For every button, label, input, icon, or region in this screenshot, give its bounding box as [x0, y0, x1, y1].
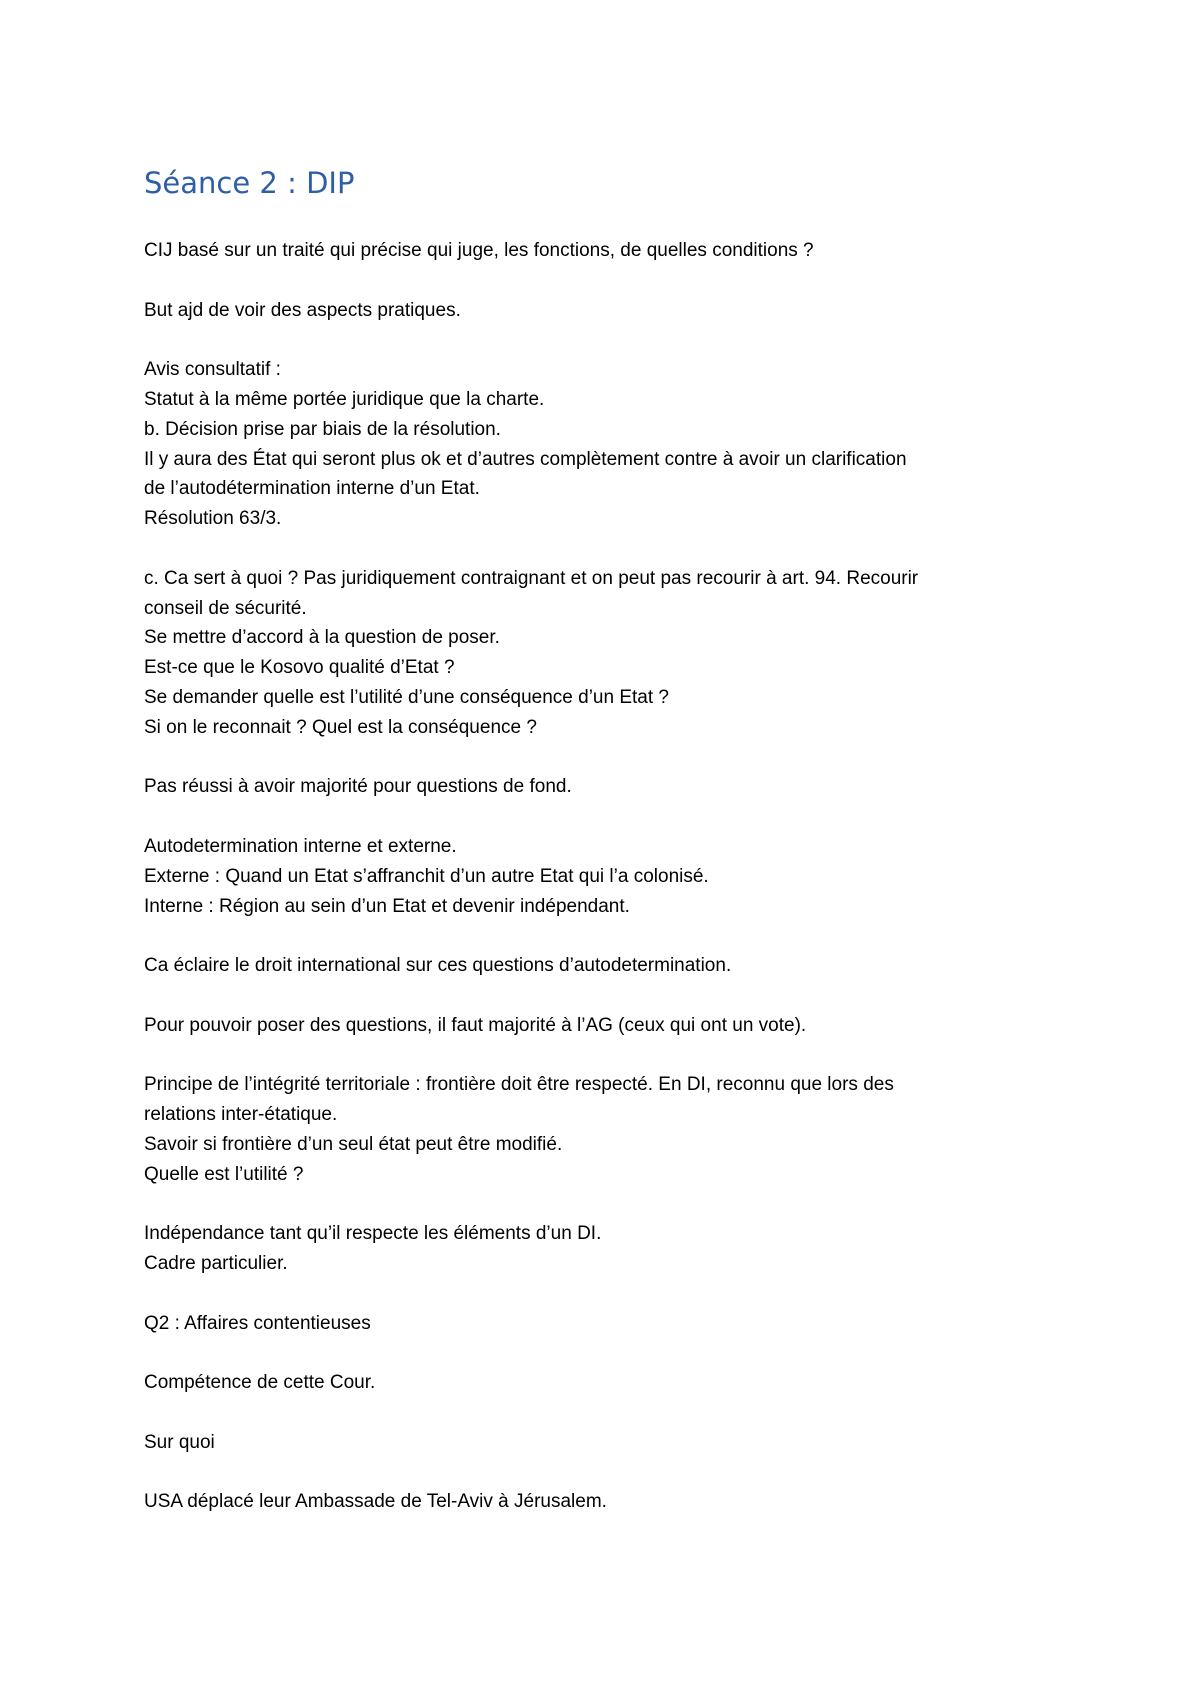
body-line: Se demander quelle est l’utilité d’une conséquence d’un Etat ? — [144, 686, 669, 708]
body-line: Résolution 63/3. — [144, 508, 282, 530]
body-line — [144, 743, 1064, 773]
body-line: CIJ basé sur un traité qui précise qui juge, les fonctions, de quelles conditions ? — [144, 240, 814, 261]
body-line: Autodetermination interne et externe. — [144, 835, 457, 857]
body-line: Se mettre d’accord à la question de poser. — [144, 627, 500, 649]
body-line: USA déplacé leur Ambassade de Tel-Aviv à Jérusalem. — [144, 1491, 607, 1513]
body-line — [144, 325, 1064, 355]
body-line: Externe : Quand un Etat s’affranchit d’un autre Etat qui l’a colonisé. — [144, 865, 709, 887]
body-line: conseil de sécurité. — [144, 597, 307, 619]
body-line: Ca éclaire le droit international sur ces questions d’autodetermination. — [144, 955, 732, 977]
body-line — [144, 1338, 1064, 1368]
body-line: Cadre particulier. — [144, 1253, 288, 1275]
body-line: Si on le reconnait ? Quel est la conséquence ? — [144, 716, 537, 738]
body-line: Q2 : Affaires contentieuses — [144, 1312, 371, 1334]
body-line: de l’autodétermination interne d’un Etat. — [144, 478, 480, 500]
body-line: c. Ca sert à quoi ? Pas juridiquement contraignant et on peut pas recourir à art. 94. Recourir — [144, 567, 919, 589]
body-line — [144, 802, 1064, 832]
body-line: Il y aura des État qui seront plus ok et d’autres complètement contre à avoir un clarification — [144, 448, 907, 470]
document-title: Séance 2 : DIP — [144, 166, 355, 200]
body-line: Avis consultatif : — [144, 359, 281, 381]
body-line — [144, 1398, 1064, 1428]
body-line: Indépendance tant qu’il respecte les éléments d’un DI. — [144, 1223, 602, 1245]
body-line — [144, 534, 1064, 564]
body-line: Pour pouvoir poser des questions, il faut majorité à l’AG (ceux qui ont un vote). — [144, 1014, 807, 1036]
body-line — [144, 266, 1064, 296]
body-line: Pas réussi à avoir majorité pour questions de fond. — [144, 776, 572, 798]
body-line — [144, 1190, 1064, 1220]
body-line — [144, 1458, 1064, 1488]
body-line: Savoir si frontière d’un seul état peut être modifié. — [144, 1133, 563, 1155]
body-line — [144, 1279, 1064, 1309]
body-line: Quelle est l’utilité ? — [144, 1163, 304, 1185]
body-line: relations inter-étatique. — [144, 1104, 338, 1126]
body-line: Sur quoi — [144, 1431, 215, 1453]
document-body — [144, 236, 1064, 1517]
body-line: Principe de l’intégrité territoriale : frontière doit être respecté. En DI, reconnu que lors des — [144, 1074, 894, 1096]
body-line — [144, 921, 1064, 951]
body-line: Statut à la même portée juridique que la charte. — [144, 388, 545, 410]
body-line: Compétence de cette Cour. — [144, 1372, 376, 1394]
body-line — [144, 1041, 1064, 1071]
body-line: But ajd de voir des aspects pratiques. — [144, 299, 461, 321]
body-line: Est-ce que le Kosovo qualité d’Etat ? — [144, 657, 455, 679]
body-line: Interne : Région au sein d’un Etat et devenir indépendant. — [144, 895, 630, 917]
body-line — [144, 981, 1064, 1011]
body-line: b. Décision prise par biais de la résolution. — [144, 418, 501, 440]
